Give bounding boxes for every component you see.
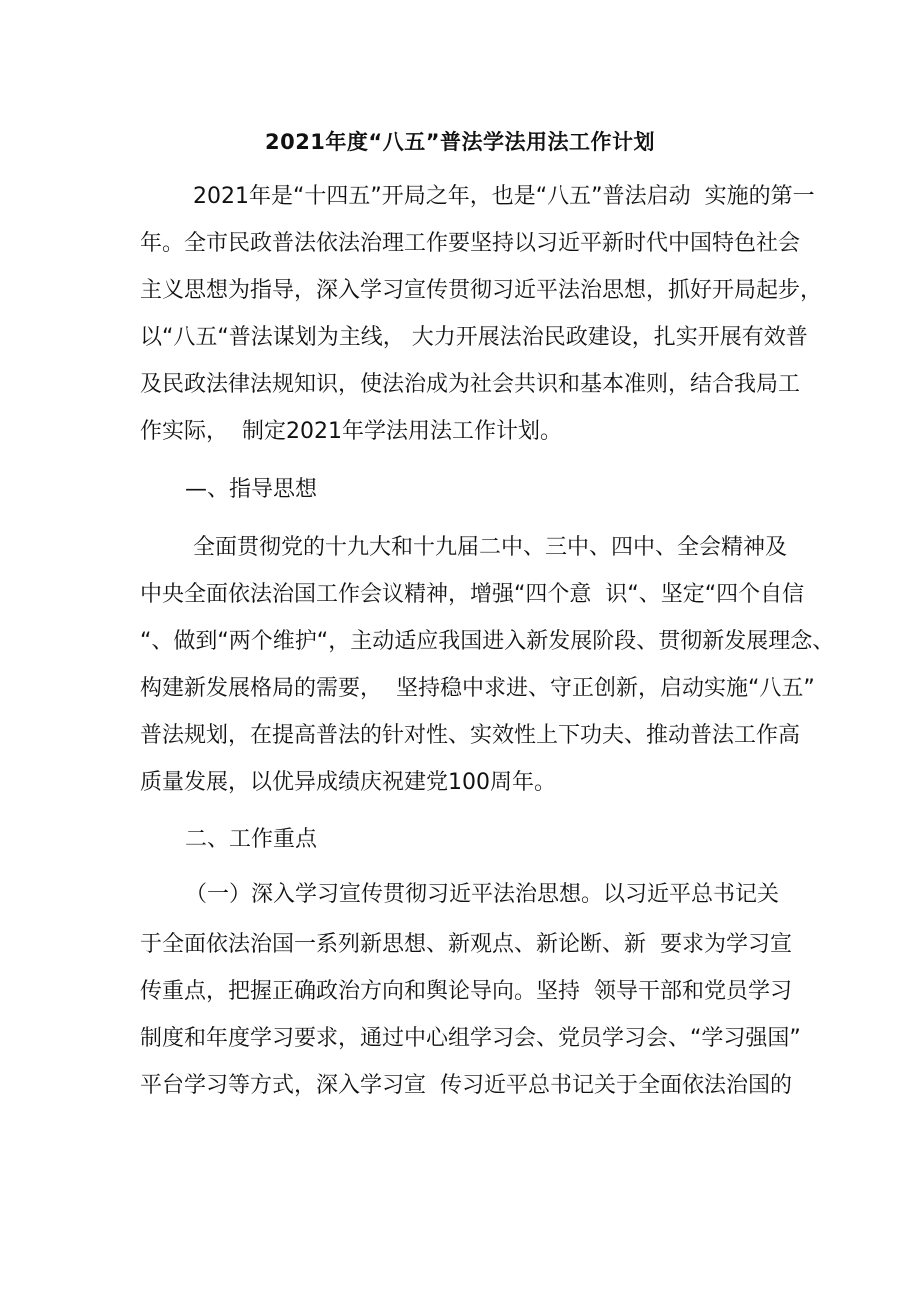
section1-line: 构建新发展格局的需要， 坚持稳中求进、守正创新，启动实施“八五”	[140, 676, 815, 701]
section1-line: 质量发展，以优异成绩庆祝建党100周年。	[140, 770, 556, 795]
section2-line: 于全面依法治国一系列新思想、新观点、新论断、新 要求为学习宣	[140, 932, 792, 957]
intro-line: 及民政法律法规知识，使法治成为社会共识和基本准则，结合我局工	[140, 372, 801, 397]
section1-line: 全面贯彻党的十九大和十九届二中、三中、四中、全会精神及	[193, 535, 788, 560]
intro-line: 主义思想为指导，深入学习宣传贯彻习近平法治思想，抓好开局起步，	[140, 278, 823, 303]
section2-line: 制度和年度学习要求，通过中心组学习会、党员学习会、“学习强国”	[140, 1026, 801, 1051]
section1-line: 普法规划，在提高普法的针对性、实效性上下功夫、推动普法工作高	[140, 723, 801, 748]
document-title: 2021年度“八五”普法学法用法工作计划	[264, 130, 656, 154]
section-heading-guiding-ideology: —、指导思想	[185, 477, 318, 502]
intro-line: 以“八五“普法谋划为主线， 大力开展法治民政建设，扎实开展有效普	[140, 325, 808, 350]
intro-line: 年。全市民政普法依法治理工作要坚持以习近平新时代中国特色社会	[140, 231, 801, 256]
section1-line: 中央全面依法治国工作会议精神，增强“四个意 识“、坚定“四个自信	[140, 582, 805, 607]
section1-line: “、做到“两个维护“，主动适应我国进入新发展阶段、贯彻新发展理念、	[140, 629, 835, 654]
intro-line: 作实际， 制定2021年学法用法工作计划。	[140, 419, 562, 444]
intro-line: 2021年是“十四五”开局之年，也是“八五”普法启动 实施的第一	[193, 184, 815, 209]
section2-line: （一）深入学习宣传贯彻习近平法治思想。以习近平总书记关	[185, 882, 780, 907]
section2-line: 平台学习等方式，深入学习宣 传习近平总书记关于全面依法治国的	[140, 1073, 792, 1098]
section-heading-work-focus: 二、工作重点	[185, 827, 318, 852]
section2-line: 传重点，把握正确政治方向和舆论导向。坚持 领导干部和党员学习	[140, 979, 792, 1004]
